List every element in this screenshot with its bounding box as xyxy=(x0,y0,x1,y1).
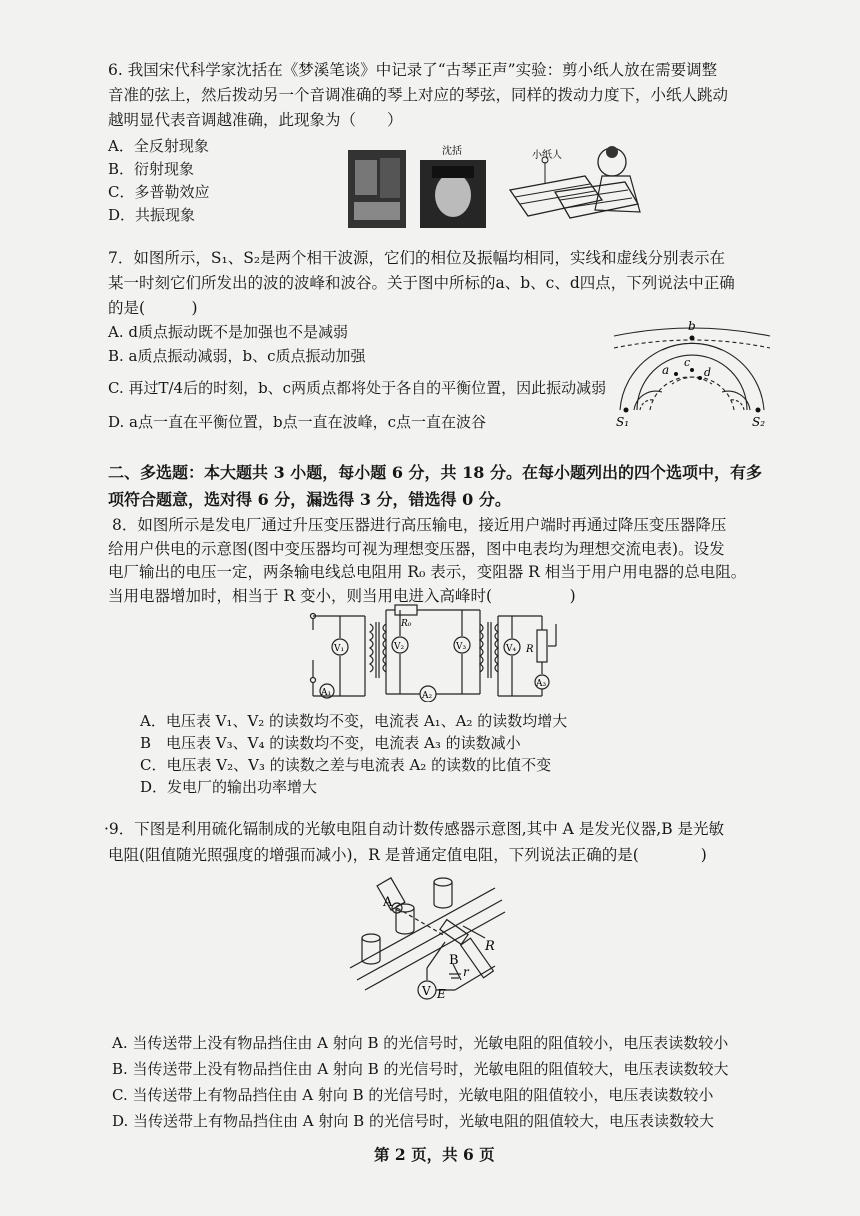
section2-heading-line-2: 项符合题意，选对得 6 分，漏选得 3 分，错选得 0 分。 xyxy=(108,490,511,509)
q8-line-3: 电厂输出的电压一定，两条输电线总电阻用 R₀ 表示，变阻器 R 相当于用户用电器的总电阻。 xyxy=(108,563,747,581)
point-b-label: b xyxy=(688,319,696,333)
emitter-a-label: A xyxy=(383,895,393,910)
v4-label: V₄ xyxy=(506,644,517,654)
a2-label: A₂ xyxy=(422,691,433,701)
v1-label: V₁ xyxy=(334,644,345,654)
q8-option-d: D．发电厂的输出功率增大 xyxy=(140,778,318,796)
q7-option-a: A. d质点振动既不是加强也不是减弱 xyxy=(108,323,348,341)
q9-option-a: A. 当传送带上没有物品挡住由 A 射向 B 的光信号时，光敏电阻的阻值较小，电压表读数较小 xyxy=(112,1034,729,1052)
q6-line-3: 越明显代表音调越准确，此现象为（ ） xyxy=(108,111,403,129)
a1-label: A₁ xyxy=(321,688,332,698)
photoresistor-b-label: B xyxy=(449,953,459,968)
q6-line-1: 6. 我国宋代科学家沈括在《梦溪笔谈》中记录了“古琴正声”实验：剪小纸人放在需要调整 xyxy=(108,61,718,79)
q6-option-c: C．多普勒效应 xyxy=(108,183,210,201)
v2-label: V₂ xyxy=(394,642,405,652)
q8-option-a: A．电压表 V₁、V₂ 的读数均不变，电流表 A₁、A₂ 的读数均增大 xyxy=(140,712,568,730)
q6-option-a: A．全反射现象 xyxy=(108,137,209,155)
emf-e-label: E xyxy=(437,987,446,1001)
q7-option-b: B. a质点振动减弱，b、c质点振动加强 xyxy=(108,347,366,365)
q8-line-2: 给用户供电的示意图(图中变压器均可视为理想变压器，图中电表均为理想交流电表)。设发 xyxy=(108,540,725,558)
q6-option-b: B．衍射现象 xyxy=(108,160,195,178)
q9-option-d: D. 当传送带上有物品挡住由 A 射向 B 的光信号时，光敏电阻的阻值较大，电压表读数较大 xyxy=(112,1112,714,1130)
q7-line-1: 7．如图所示，S₁、S₂是两个相干波源，它们的相位及振幅均相同，实线和虚线分别表示在 xyxy=(108,249,726,267)
q9-sensor-figure xyxy=(345,868,525,1018)
page-number: 第 2 页，共 6 页 xyxy=(374,1145,495,1164)
guqin-illustration xyxy=(510,146,640,218)
q8-circuit-figure xyxy=(300,600,570,702)
q7-option-c: C. 再过T/4后的时刻，b、c两质点都将处于各自的平衡位置，因此振动减弱 xyxy=(108,379,607,397)
source-s2-label: S₂ xyxy=(752,415,766,429)
q8-option-c: C．电压表 V₂、V₃ 的读数之差与电流表 A₂ 的读数的比值不变 xyxy=(140,756,552,774)
r-label: R xyxy=(526,644,534,655)
point-d-label: d xyxy=(704,366,712,379)
a3-label: A₃ xyxy=(536,679,547,689)
q8-line-1: 8．如图所示是发电厂通过升压变压器进行高压输电，接近用户端时再通过降压变压器降压 xyxy=(112,516,727,534)
internal-r-label: r xyxy=(463,965,469,979)
source-s1-label: S₁ xyxy=(616,415,630,429)
q7-option-d: D. a点一直在平衡位置，b点一直在波峰，c点一直在波谷 xyxy=(108,413,486,431)
resistor-r-label: R xyxy=(485,939,495,954)
q7-wave-figure xyxy=(612,312,772,432)
point-a-label: a xyxy=(662,363,670,377)
q6-line-2: 音准的弦上，然后拨动另一个音调准确的琴上对应的琴弦，同样的拨动力度下，小纸人跳动 xyxy=(108,86,729,104)
person-label: 沈括 xyxy=(442,146,462,157)
point-c-label: c xyxy=(684,356,691,369)
q6-option-d: D．共振现象 xyxy=(108,206,196,224)
q8-option-b: B 电压表 V₃、V₄ 的读数均不变，电流表 A₃ 的读数减小 xyxy=(140,734,521,752)
q7-line-2: 某一时刻它们所发出的波的波峰和波谷。关于图中所标的a、b、c、d四点，下列说法中正确 xyxy=(108,274,735,292)
q7-line-3: 的是( ) xyxy=(108,299,198,317)
q9-line-1: ·9．下图是利用硫化镉制成的光敏电阻自动计数传感器示意图,其中 A 是发光仪器,B 是光敏 xyxy=(104,820,725,838)
q9-option-c: C. 当传送带上有物品挡住由 A 射向 B 的光信号时，光敏电阻的阻值较小，电压表读数较小 xyxy=(112,1086,714,1104)
q8-line-4: 当用电器增加时，相当于 R 变小，则当用电进入高峰时( ) xyxy=(108,587,576,605)
voltmeter-v-label: V xyxy=(422,984,431,998)
q9-option-b: B. 当传送带上没有物品挡住由 A 射向 B 的光信号时，光敏电阻的阻值较大，电压表读数较大 xyxy=(112,1060,729,1078)
v3-label: V₃ xyxy=(456,642,467,652)
paper-man-label: 小纸人 xyxy=(532,150,562,161)
section2-heading-line-1: 二、多选题：本大题共 3 小题，每小题 6 分，共 18 分。在每小题列出的四个选项中，有多 xyxy=(108,463,762,482)
r0-label: R₀ xyxy=(401,619,412,629)
q9-line-2: 电阻(阻值随光照强度的增强而减小)，R 是普通定值电阻，下列说法正确的是( ) xyxy=(108,846,707,864)
q6-figure xyxy=(340,140,660,230)
